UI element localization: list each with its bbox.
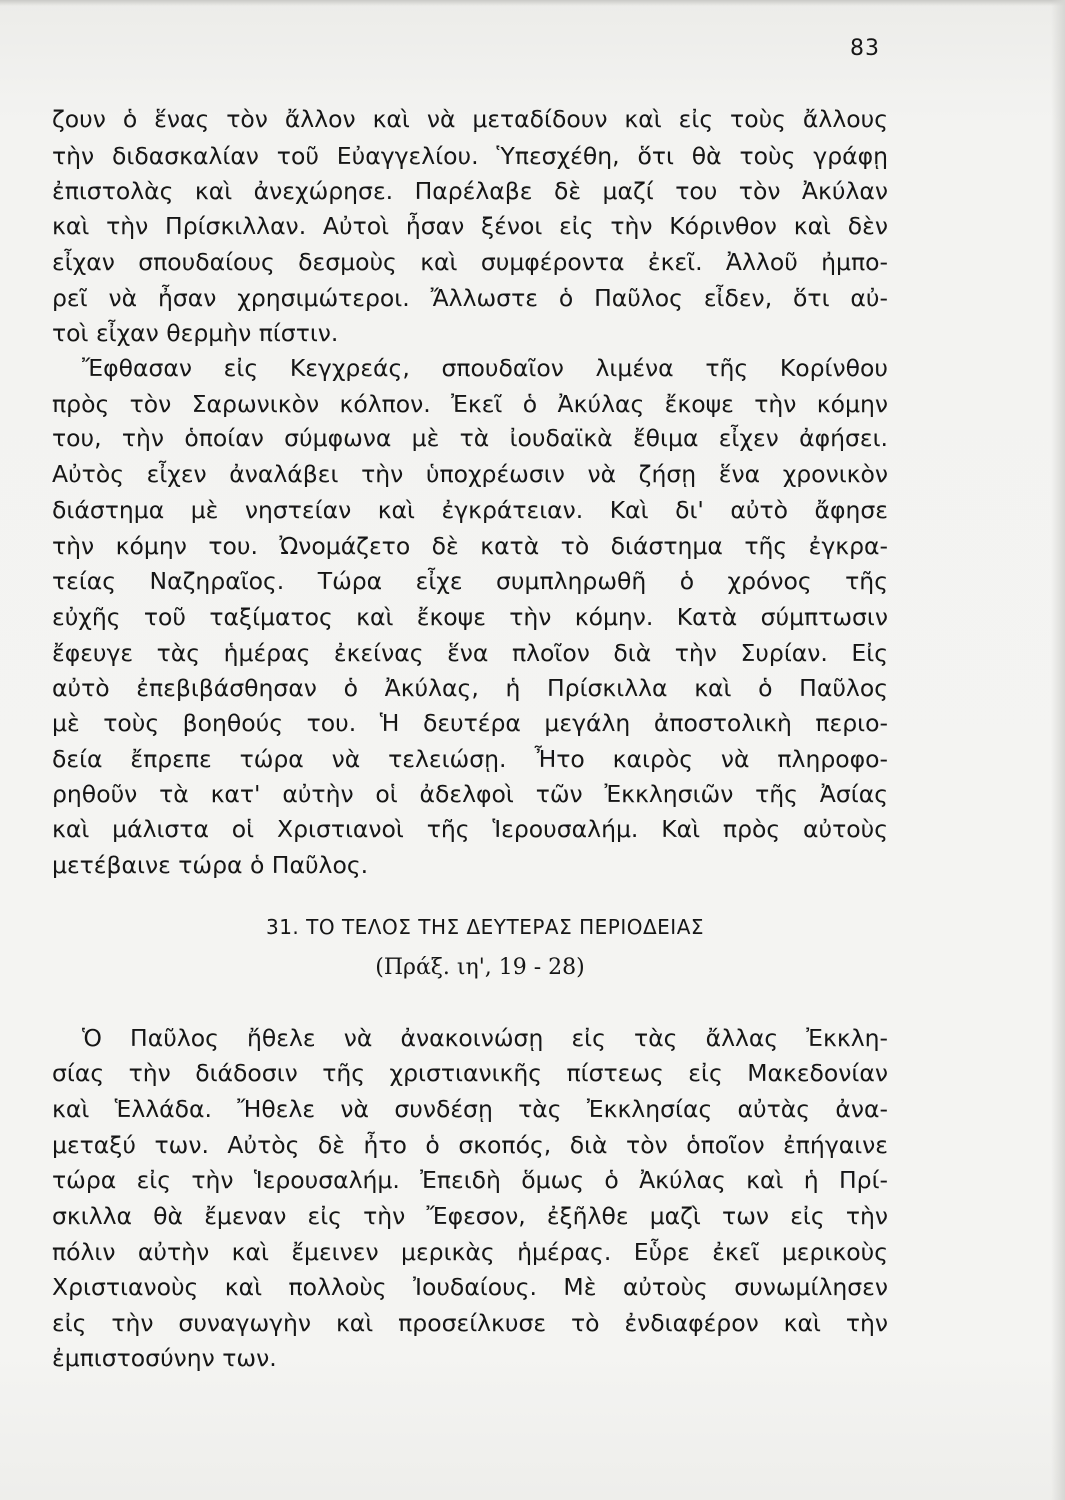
text-line: Χριστιανοὺς καὶ πολλοὺς Ἰουδαίους. Μὲ αὐτοὺς συνωμίλησεν [52,1273,888,1301]
text-line: δεία ἔπρεπε τώρα νὰ τελειώσῃ. Ἦτο καιρὸς νὰ πληροφο- [52,745,888,773]
text-line: ἔφευγε τὰς ἡμέρας ἐκείνας ἕνα πλοῖον διὰ τὴν Συρίαν. Εἰς [52,639,888,667]
text-line: μετέβαινε τώρα ὁ Παῦλος. [52,851,369,879]
section-heading: 31. ΤΟ ΤΕΛΟΣ ΤΗΣ ΔΕΥΤΕΡΑΣ ΠΕΡΙΟΔΕΙΑΣ [265,915,705,939]
text-line: τείας Ναζηραῖος. Τώρα εἶχε συμπληρωθῆ ὁ χρόνος τῆς [52,567,888,595]
text-line: σκιλλα θὰ ἔμεναν εἰς τὴν Ἔφεσον, ἐξῆλθε μαζὶ των εἰς τὴν [52,1202,888,1230]
page-top-edge [0,0,1065,6]
text-line: μεταξύ των. Αὐτὸς δὲ ἦτο ὁ σκοπός, διὰ τὸν ὁποῖον ἐπήγαινε [52,1131,888,1159]
text-line: τὴν διδασκαλίαν τοῦ Εὐαγγελίου. Ὑπεσχέθη, ὅτι θὰ τοὺς γράφῃ [52,142,888,170]
text-line: τοὶ εἶχαν θερμὴν πίστιν. [52,319,339,347]
text-line: ἐμπιστοσύνην των. [52,1344,277,1372]
text-line: τὴν κόμην του. Ὠνομάζετο δὲ κατὰ τὸ διάστημα τῆς ἐγκρα- [52,532,888,560]
text-line: τώρα εἰς τὴν Ἱερουσαλήμ. Ἐπειδὴ ὅμως ὁ Ἀκύλας καὶ ἡ Πρί- [52,1166,888,1194]
text-line: ρηθοῦν τὰ κατ' αὐτὴν οἱ ἀδελφοὶ τῶν Ἐκκλησιῶν τῆς Ἀσίας [52,780,888,808]
text-line: Αὐτὸς εἶχεν ἀναλάβει τὴν ὑποχρέωσιν νὰ ζήσῃ ἕνα χρονικὸν [52,460,888,488]
text-line: εἶχαν σπουδαίους δεσμοὺς καὶ συμφέροντα ἐκεῖ. Ἀλλοῦ ἠμπο- [52,248,888,276]
text-line: ἐπιστολὰς καὶ ἀνεχώρησε. Παρέλαβε δὲ μαζί του τὸν Ἀκύλαν [52,177,888,205]
text-line: ρεῖ νὰ ἦσαν χρησιμώτεροι. Ἄλλωστε ὁ Παῦλος εἶδεν, ὅτι αὐ- [52,284,888,312]
text-line: εὐχῆς τοῦ ταξίματος καὶ ἔκοψε τὴν κόμην. Κατὰ σύμπτωσιν [52,603,888,631]
text-line: καὶ Ἑλλάδα. Ἤθελε νὰ συνδέσῃ τὰς Ἐκκλησίας αὐτὰς ἀνα- [52,1095,888,1123]
text-line: ζουν ὁ ἕνας τὸν ἄλλον καὶ νὰ μεταδίδουν καὶ εἰς τοὺς ἄλλους [52,105,888,133]
text-line: σίας τὴν διάδοσιν τῆς χριστιανικῆς πίστεως εἰς Μακεδονίαν [52,1059,888,1087]
text-line: πόλιν αὐτὴν καὶ ἔμεινεν μερικὰς ἡμέρας. Εὗρε ἐκεῖ μερικοὺς [52,1238,888,1266]
text-line: Ὁ Παῦλος ἤθελε νὰ ἀνακοινώσῃ εἰς τὰς ἄλλας Ἐκκλη- [82,1024,888,1052]
text-line: καὶ μάλιστα οἱ Χριστιανοὶ τῆς Ἱερουσαλήμ. Καὶ πρὸς αὐτοὺς [52,815,888,843]
scripture-reference: (Πράξ. ιη', 19 - 28) [375,955,585,980]
text-line: του, τὴν ὁποίαν σύμφωνα μὲ τὰ ἰουδαϊκὰ ἔθιμα εἶχεν ἀφήσει. [52,424,888,452]
text-line: Ἔφθασαν εἰς Κεγχρεάς, σπουδαῖον λιμένα τῆς Κορίνθου [82,354,888,382]
page-right-edge [1051,0,1065,1500]
page-number: 83 [850,36,880,61]
text-line: διάστημα μὲ νηστείαν καὶ ἐγκράτειαν. Καὶ δι' αὐτὸ ἄφησε [52,496,888,524]
text-line: αὐτὸ ἐπεβιβάσθησαν ὁ Ἀκύλας, ἡ Πρίσκιλλα καὶ ὁ Παῦλος [52,674,888,702]
text-line: μὲ τοὺς βοηθούς του. Ἡ δευτέρα μεγάλη ἀποστολικὴ περιο- [52,709,888,737]
text-line: καὶ τὴν Πρίσκιλλαν. Αὐτοὶ ἦσαν ξένοι εἰς τὴν Κόρινθον καὶ δὲν [52,212,888,240]
text-line: εἰς τὴν συναγωγὴν καὶ προσείλκυσε τὸ ἐνδιαφέρον καὶ τὴν [52,1309,888,1337]
text-line: πρὸς τὸν Σαρωνικὸν κόλπον. Ἐκεῖ ὁ Ἀκύλας ἔκοψε τὴν κόμην [52,390,888,418]
